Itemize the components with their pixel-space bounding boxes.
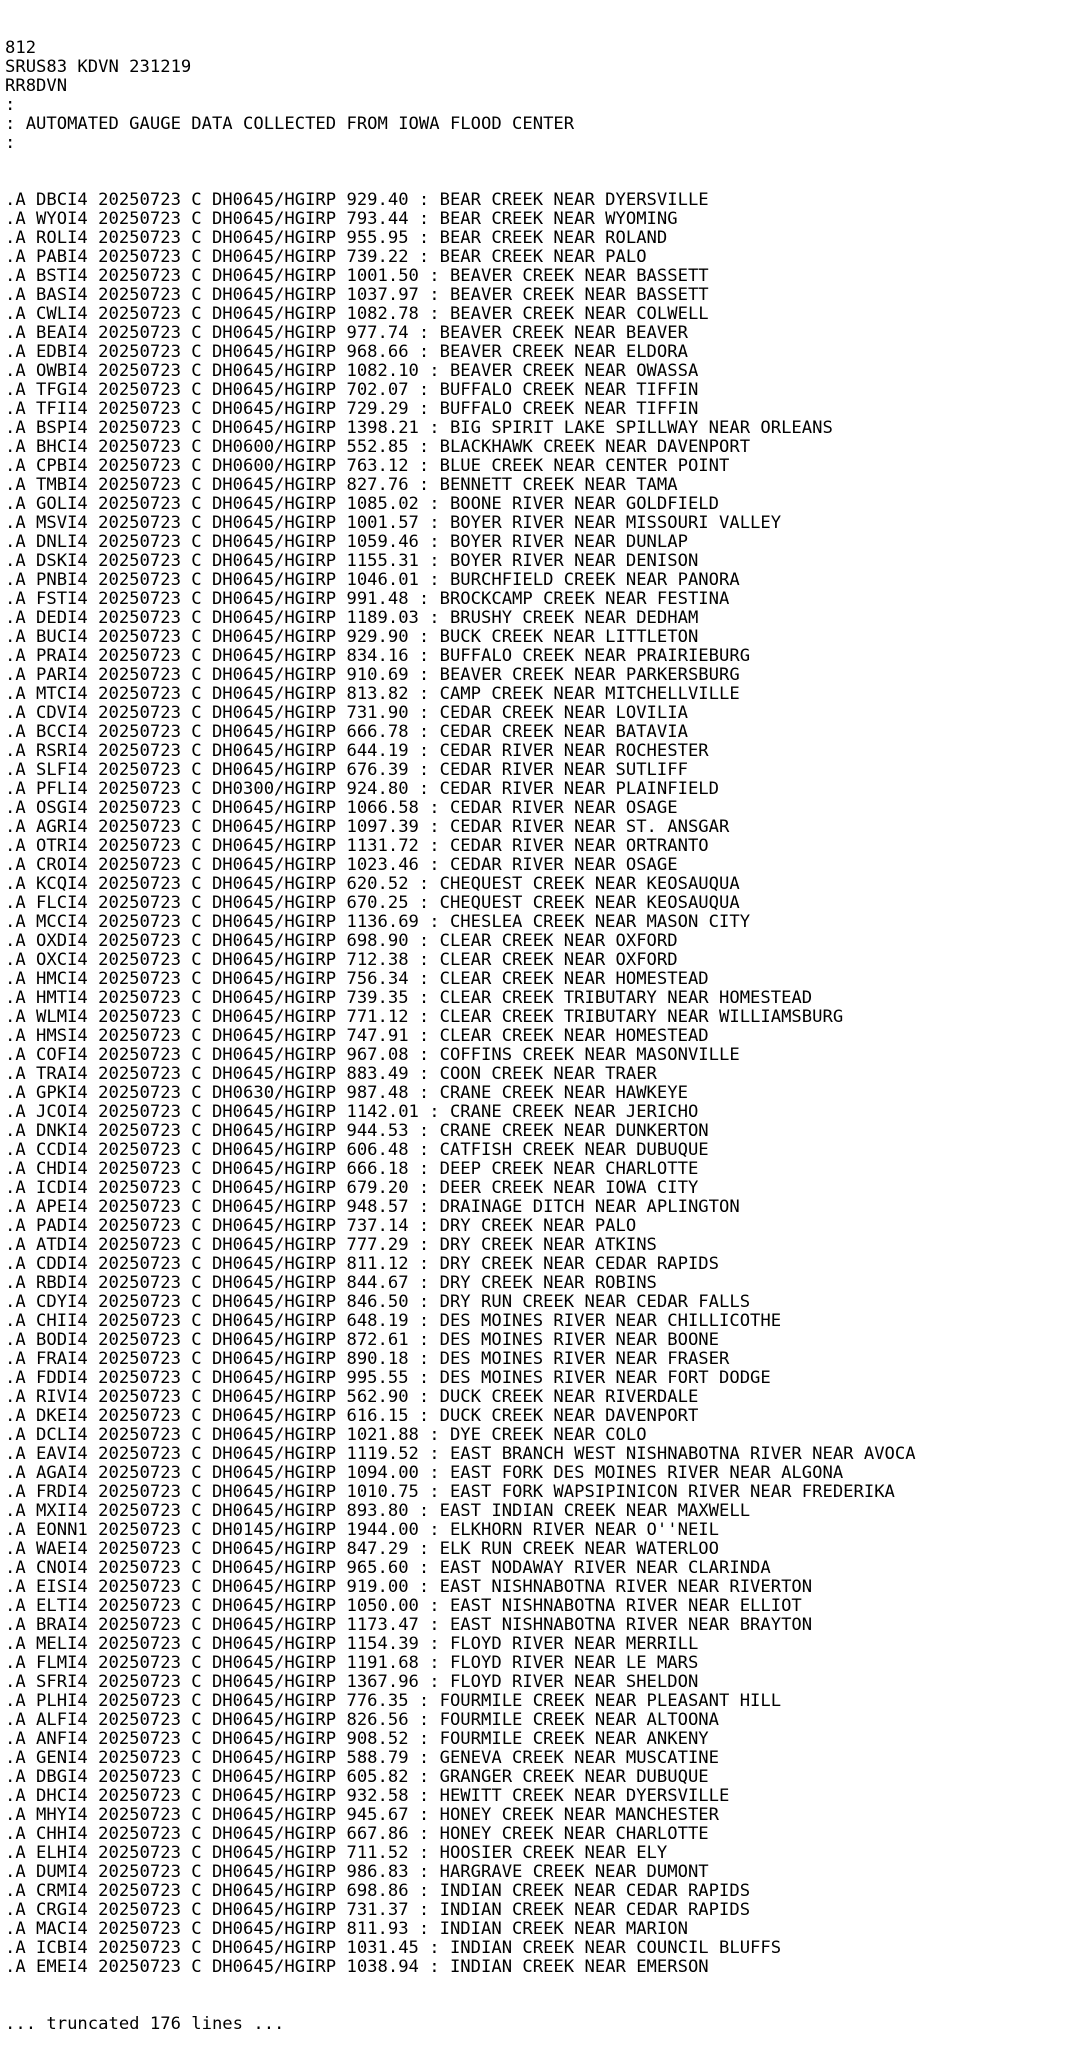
gauge-record-line: .A EAVI4 20250723 C DH0645/HGIRP 1119.52 : EAST BRANCH WEST NISHNABOTNA RIVER NEAR AVOCA — [5, 1444, 916, 1464]
gauge-record-line: .A TRAI4 20250723 C DH0645/HGIRP 883.49 : COON CREEK NEAR TRAER — [5, 1064, 657, 1084]
gauge-record-line: .A MCCI4 20250723 C DH0645/HGIRP 1136.69 : CHESLEA CREEK NEAR MASON CITY — [5, 912, 751, 932]
gauge-record-line: .A MXII4 20250723 C DH0645/HGIRP 893.80 : EAST INDIAN CREEK NEAR MAXWELL — [5, 1501, 751, 1521]
gauge-record-line: .A BEAI4 20250723 C DH0645/HGIRP 977.74 : BEAVER CREEK NEAR BEAVER — [5, 323, 688, 343]
gauge-record-line: .A TMBI4 20250723 C DH0645/HGIRP 827.76 : BENNETT CREEK NEAR TAMA — [5, 475, 678, 495]
gauge-record-line: .A MACI4 20250723 C DH0645/HGIRP 811.93 : INDIAN CREEK NEAR MARION — [5, 1919, 688, 1939]
gauge-record-line: .A BSPI4 20250723 C DH0645/HGIRP 1398.21 : BIG SPIRIT LAKE SPILLWAY NEAR ORLEANS — [5, 418, 833, 438]
comment-line: : — [5, 133, 16, 153]
gauge-record-line: .A EDBI4 20250723 C DH0645/HGIRP 968.66 : BEAVER CREEK NEAR ELDORA — [5, 342, 688, 362]
gauge-record-line: .A CHII4 20250723 C DH0645/HGIRP 648.19 : DES MOINES RIVER NEAR CHILLICOTHE — [5, 1311, 782, 1331]
gauge-record-line: .A COFI4 20250723 C DH0645/HGIRP 967.08 : COFFINS CREEK NEAR MASONVILLE — [5, 1045, 740, 1065]
gauge-record-line: .A SLFI4 20250723 C DH0645/HGIRP 676.39 : CEDAR RIVER NEAR SUTLIFF — [5, 760, 688, 780]
gauge-record-line: .A CCDI4 20250723 C DH0645/HGIRP 606.48 : CATFISH CREEK NEAR DUBUQUE — [5, 1140, 709, 1160]
gauge-record-line: .A DHCI4 20250723 C DH0645/HGIRP 932.58 : HEWITT CREEK NEAR DYERSVILLE — [5, 1786, 730, 1806]
gauge-record-line: .A ALFI4 20250723 C DH0645/HGIRP 826.56 : FOURMILE CREEK NEAR ALTOONA — [5, 1710, 719, 1730]
gauge-record-line: .A ANFI4 20250723 C DH0645/HGIRP 908.52 : FOURMILE CREEK NEAR ANKENY — [5, 1729, 709, 1749]
gauge-record-line: .A RSRI4 20250723 C DH0645/HGIRP 644.19 : CEDAR RIVER NEAR ROCHESTER — [5, 741, 709, 761]
gauge-record-line: .A FLCI4 20250723 C DH0645/HGIRP 670.25 : CHEQUEST CREEK NEAR KEOSAUQUA — [5, 893, 740, 913]
comment-title: : AUTOMATED GAUGE DATA COLLECTED FROM IOWA FLOOD CENTER — [5, 114, 575, 134]
gauge-record-line: .A MELI4 20250723 C DH0645/HGIRP 1154.39 : FLOYD RIVER NEAR MERRILL — [5, 1634, 699, 1654]
gauge-record-line: .A DSKI4 20250723 C DH0645/HGIRP 1155.31 : BOYER RIVER NEAR DENISON — [5, 551, 699, 571]
gauge-record-line: .A OWBI4 20250723 C DH0645/HGIRP 1082.10 : BEAVER CREEK NEAR OWASSA — [5, 361, 699, 381]
gauge-record-line: .A APEI4 20250723 C DH0645/HGIRP 948.57 : DRAINAGE DITCH NEAR APLINGTON — [5, 1197, 740, 1217]
product-id: 812 — [5, 38, 37, 58]
gauge-record-line: .A KCQI4 20250723 C DH0645/HGIRP 620.52 : CHEQUEST CREEK NEAR KEOSAUQUA — [5, 874, 740, 894]
gauge-record-line: .A FRDI4 20250723 C DH0645/HGIRP 1010.75 : EAST FORK WAPSIPINICON RIVER NEAR FREDERIKA — [5, 1482, 895, 1502]
product-header — [5, 39, 1066, 153]
gauge-record-line: .A AGAI4 20250723 C DH0645/HGIRP 1094.00 : EAST FORK DES MOINES RIVER NEAR ALGONA — [5, 1463, 844, 1483]
gauge-record-line: .A OXCI4 20250723 C DH0645/HGIRP 712.38 : CLEAR CREEK NEAR OXFORD — [5, 950, 678, 970]
gauge-records — [5, 191, 1066, 1977]
gauge-record-line: .A PFLI4 20250723 C DH0300/HGIRP 924.80 : CEDAR RIVER NEAR PLAINFIELD — [5, 779, 719, 799]
gauge-record-line: .A OXDI4 20250723 C DH0645/HGIRP 698.90 : CLEAR CREEK NEAR OXFORD — [5, 931, 678, 951]
gauge-record-line: .A CHDI4 20250723 C DH0645/HGIRP 666.18 : DEEP CREEK NEAR CHARLOTTE — [5, 1159, 699, 1179]
gauge-record-line: .A EONN1 20250723 C DH0145/HGIRP 1944.00 : ELKHORN RIVER NEAR O''NEIL — [5, 1520, 719, 1540]
gauge-record-line: .A JCOI4 20250723 C DH0645/HGIRP 1142.01 : CRANE CREEK NEAR JERICHO — [5, 1102, 699, 1122]
gauge-record-line: .A WLMI4 20250723 C DH0645/HGIRP 771.12 : CLEAR CREEK TRIBUTARY NEAR WILLIAMSBURG — [5, 1007, 844, 1027]
gauge-record-line: .A BASI4 20250723 C DH0645/HGIRP 1037.97 : BEAVER CREEK NEAR BASSETT — [5, 285, 709, 305]
gauge-record-line: .A HMSI4 20250723 C DH0645/HGIRP 747.91 : CLEAR CREEK NEAR HOMESTEAD — [5, 1026, 709, 1046]
gauge-record-line: .A FLMI4 20250723 C DH0645/HGIRP 1191.68 : FLOYD RIVER NEAR LE MARS — [5, 1653, 699, 1673]
gauge-record-line: .A ELTI4 20250723 C DH0645/HGIRP 1050.00 : EAST NISHNABOTNA RIVER NEAR ELLIOT — [5, 1596, 802, 1616]
gauge-record-line: .A BUCI4 20250723 C DH0645/HGIRP 929.90 : BUCK CREEK NEAR LITTLETON — [5, 627, 699, 647]
gauge-record-line: .A DKEI4 20250723 C DH0645/HGIRP 616.15 : DUCK CREEK NEAR DAVENPORT — [5, 1406, 699, 1426]
gauge-record-line: .A AGRI4 20250723 C DH0645/HGIRP 1097.39 : CEDAR RIVER NEAR ST. ANSGAR — [5, 817, 730, 837]
gauge-record-line: .A OTRI4 20250723 C DH0645/HGIRP 1131.72 : CEDAR RIVER NEAR ORTRANTO — [5, 836, 709, 856]
gauge-record-line: .A CDDI4 20250723 C DH0645/HGIRP 811.12 : DRY CREEK NEAR CEDAR RAPIDS — [5, 1254, 719, 1274]
gauge-record-line: .A BODI4 20250723 C DH0645/HGIRP 872.61 : DES MOINES RIVER NEAR BOONE — [5, 1330, 719, 1350]
gauge-record-line: .A GENI4 20250723 C DH0645/HGIRP 588.79 : GENEVA CREEK NEAR MUSCATINE — [5, 1748, 719, 1768]
gauge-record-line: .A WYOI4 20250723 C DH0645/HGIRP 793.44 : BEAR CREEK NEAR WYOMING — [5, 209, 678, 229]
gauge-record-line: .A GOLI4 20250723 C DH0645/HGIRP 1085.02 : BOONE RIVER NEAR GOLDFIELD — [5, 494, 719, 514]
gauge-record-line: .A CRGI4 20250723 C DH0645/HGIRP 731.37 : INDIAN CREEK NEAR CEDAR RAPIDS — [5, 1900, 751, 1920]
gauge-record-line: .A DEDI4 20250723 C DH0645/HGIRP 1189.03 : BRUSHY CREEK NEAR DEDHAM — [5, 608, 699, 628]
gauge-record-line: .A CDVI4 20250723 C DH0645/HGIRP 731.90 : CEDAR CREEK NEAR LOVILIA — [5, 703, 688, 723]
gauge-record-line: .A MSVI4 20250723 C DH0645/HGIRP 1001.57 : BOYER RIVER NEAR MISSOURI VALLEY — [5, 513, 782, 533]
gauge-record-line: .A DNKI4 20250723 C DH0645/HGIRP 944.53 : CRANE CREEK NEAR DUNKERTON — [5, 1121, 709, 1141]
gauge-record-line: .A BCCI4 20250723 C DH0645/HGIRP 666.78 : CEDAR CREEK NEAR BATAVIA — [5, 722, 688, 742]
gauge-record-line: .A HMTI4 20250723 C DH0645/HGIRP 739.35 : CLEAR CREEK TRIBUTARY NEAR HOMESTEAD — [5, 988, 813, 1008]
gauge-record-line: .A CROI4 20250723 C DH0645/HGIRP 1023.46 : CEDAR RIVER NEAR OSAGE — [5, 855, 678, 875]
gauge-record-line: .A CNOI4 20250723 C DH0645/HGIRP 965.60 : EAST NODAWAY RIVER NEAR CLARINDA — [5, 1558, 771, 1578]
gauge-record-line: .A PABI4 20250723 C DH0645/HGIRP 739.22 : BEAR CREEK NEAR PALO — [5, 247, 647, 267]
gauge-record-line: .A PADI4 20250723 C DH0645/HGIRP 737.14 : DRY CREEK NEAR PALO — [5, 1216, 637, 1236]
gauge-record-line: .A MHYI4 20250723 C DH0645/HGIRP 945.67 : HONEY CREEK NEAR MANCHESTER — [5, 1805, 719, 1825]
gauge-record-line: .A WAEI4 20250723 C DH0645/HGIRP 847.29 : ELK RUN CREEK NEAR WATERLOO — [5, 1539, 719, 1559]
gauge-record-line: .A RIVI4 20250723 C DH0645/HGIRP 562.90 : DUCK CREEK NEAR RIVERDALE — [5, 1387, 699, 1407]
gauge-record-line: .A DCLI4 20250723 C DH0645/HGIRP 1021.88 : DYE CREEK NEAR COLO — [5, 1425, 647, 1445]
gauge-record-line: .A ROLI4 20250723 C DH0645/HGIRP 955.95 : BEAR CREEK NEAR ROLAND — [5, 228, 668, 248]
gauge-record-line: .A CWLI4 20250723 C DH0645/HGIRP 1082.78 : BEAVER CREEK NEAR COLWELL — [5, 304, 709, 324]
gauge-record-line: .A FRAI4 20250723 C DH0645/HGIRP 890.18 : DES MOINES RIVER NEAR FRASER — [5, 1349, 730, 1369]
awips-id: RR8DVN — [5, 76, 68, 96]
gauge-record-line: .A FSTI4 20250723 C DH0645/HGIRP 991.48 : BROCKCAMP CREEK NEAR FESTINA — [5, 589, 730, 609]
gauge-record-line: .A BSTI4 20250723 C DH0645/HGIRP 1001.50 : BEAVER CREEK NEAR BASSETT — [5, 266, 709, 286]
gauge-record-line: .A MTCI4 20250723 C DH0645/HGIRP 813.82 : CAMP CREEK NEAR MITCHELLVILLE — [5, 684, 740, 704]
gauge-record-line: .A CDYI4 20250723 C DH0645/HGIRP 846.50 : DRY RUN CREEK NEAR CEDAR FALLS — [5, 1292, 751, 1312]
gauge-record-line: .A PNBI4 20250723 C DH0645/HGIRP 1046.01 : BURCHFIELD CREEK NEAR PANORA — [5, 570, 740, 590]
truncation-notice: ... truncated 176 lines ... — [5, 2014, 285, 2034]
gauge-record-line: .A EMEI4 20250723 C DH0645/HGIRP 1038.94 : INDIAN CREEK NEAR EMERSON — [5, 1957, 709, 1977]
gauge-record-line: .A DNLI4 20250723 C DH0645/HGIRP 1059.46 : BOYER RIVER NEAR DUNLAP — [5, 532, 688, 552]
text-product-document — [5, 1, 1066, 2053]
gauge-record-line: .A PLHI4 20250723 C DH0645/HGIRP 776.35 : FOURMILE CREEK NEAR PLEASANT HILL — [5, 1691, 782, 1711]
gauge-record-line: .A DBCI4 20250723 C DH0645/HGIRP 929.40 : BEAR CREEK NEAR DYERSVILLE — [5, 190, 709, 210]
gauge-record-line: .A ELHI4 20250723 C DH0645/HGIRP 711.52 : HOOSIER CREEK NEAR ELY — [5, 1843, 668, 1863]
comment-line: : — [5, 95, 16, 115]
gauge-record-line: .A HMCI4 20250723 C DH0645/HGIRP 756.34 : CLEAR CREEK NEAR HOMESTEAD — [5, 969, 709, 989]
gauge-record-line: .A SFRI4 20250723 C DH0645/HGIRP 1367.96 : FLOYD RIVER NEAR SHELDON — [5, 1672, 699, 1692]
wmo-header: SRUS83 KDVN 231219 — [5, 57, 192, 77]
gauge-record-line: .A CHHI4 20250723 C DH0645/HGIRP 667.86 : HONEY CREEK NEAR CHARLOTTE — [5, 1824, 709, 1844]
gauge-record-line: .A TFGI4 20250723 C DH0645/HGIRP 702.07 : BUFFALO CREEK NEAR TIFFIN — [5, 380, 699, 400]
gauge-record-line: .A ICDI4 20250723 C DH0645/HGIRP 679.20 : DEER CREEK NEAR IOWA CITY — [5, 1178, 699, 1198]
gauge-record-line: .A DUMI4 20250723 C DH0645/HGIRP 986.83 : HARGRAVE CREEK NEAR DUMONT — [5, 1862, 709, 1882]
gauge-record-line: .A ICBI4 20250723 C DH0645/HGIRP 1031.45 : INDIAN CREEK NEAR COUNCIL BLUFFS — [5, 1938, 782, 1958]
gauge-record-line: .A EISI4 20250723 C DH0645/HGIRP 919.00 : EAST NISHNABOTNA RIVER NEAR RIVERTON — [5, 1577, 813, 1597]
gauge-record-line: .A CPBI4 20250723 C DH0600/HGIRP 763.12 : BLUE CREEK NEAR CENTER POINT — [5, 456, 730, 476]
gauge-record-line: .A BHCI4 20250723 C DH0600/HGIRP 552.85 : BLACKHAWK CREEK NEAR DAVENPORT — [5, 437, 751, 457]
gauge-record-line: .A DBGI4 20250723 C DH0645/HGIRP 605.82 : GRANGER CREEK NEAR DUBUQUE — [5, 1767, 709, 1787]
gauge-record-line: .A CRMI4 20250723 C DH0645/HGIRP 698.86 : INDIAN CREEK NEAR CEDAR RAPIDS — [5, 1881, 751, 1901]
gauge-record-line: .A RBDI4 20250723 C DH0645/HGIRP 844.67 : DRY CREEK NEAR ROBINS — [5, 1273, 657, 1293]
gauge-record-line: .A GPKI4 20250723 C DH0630/HGIRP 987.48 : CRANE CREEK NEAR HAWKEYE — [5, 1083, 688, 1103]
gauge-record-line: .A FDDI4 20250723 C DH0645/HGIRP 995.55 : DES MOINES RIVER NEAR FORT DODGE — [5, 1368, 771, 1388]
gauge-record-line: .A TFII4 20250723 C DH0645/HGIRP 729.29 : BUFFALO CREEK NEAR TIFFIN — [5, 399, 699, 419]
gauge-record-line: .A ATDI4 20250723 C DH0645/HGIRP 777.29 : DRY CREEK NEAR ATKINS — [5, 1235, 657, 1255]
gauge-record-line: .A PRAI4 20250723 C DH0645/HGIRP 834.16 : BUFFALO CREEK NEAR PRAIRIEBURG — [5, 646, 751, 666]
gauge-record-line: .A OSGI4 20250723 C DH0645/HGIRP 1066.58 : CEDAR RIVER NEAR OSAGE — [5, 798, 678, 818]
gauge-record-line: .A PARI4 20250723 C DH0645/HGIRP 910.69 : BEAVER CREEK NEAR PARKERSBURG — [5, 665, 740, 685]
gauge-record-line: .A BRAI4 20250723 C DH0645/HGIRP 1173.47 : EAST NISHNABOTNA RIVER NEAR BRAYTON — [5, 1615, 813, 1635]
